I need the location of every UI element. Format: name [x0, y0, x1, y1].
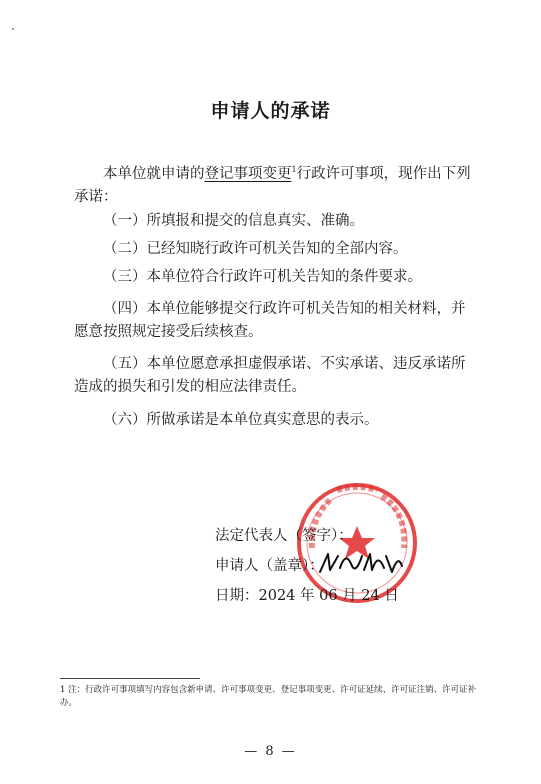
legal-rep-label: 法定代表人（签字）：	[215, 528, 353, 544]
scan-dot	[12, 28, 14, 30]
footnote-divider	[60, 678, 200, 679]
commitment-3: （三）本单位符合行政许可机关告知的条件要求。	[103, 269, 422, 285]
footnote-ref: 1	[291, 165, 297, 174]
commitment-1: （一）所填报和提交的信息真实、准确。	[103, 213, 364, 229]
date-line: 日期：2024 年 06 月 24 日	[215, 588, 399, 604]
footnote-text: 1 注：行政许可事项填写内容包含新申请、许可事项变更、登记事项变更、许可证延续、许可证注销、许可证补办。	[60, 685, 477, 708]
intro-prefix: 本单位就申请的	[103, 165, 205, 182]
commitment-4: （四）本单位能够提交行政许可机关告知的相关材料，并愿意按照规定接受后续核查。	[74, 301, 466, 340]
commitment-6: （六）所做承诺是本单位真实意思的表示。	[103, 412, 379, 428]
commitment-5: （五）本单位愿意承担虚假承诺、不实承诺、违反承诺所造成的损失和引发的相应法律责任。	[74, 356, 466, 395]
handwritten-signature	[318, 548, 404, 578]
commitment-2: （二）已经知晓行政许可机关告知的全部内容。	[103, 241, 408, 257]
intro-suffix: 行政许可事项，现作出下列承诺：	[74, 165, 471, 205]
intro-paragraph	[74, 158, 478, 209]
page-number: — 8 —	[244, 744, 297, 759]
filled-item: 登记事项变更	[204, 165, 292, 182]
applicant-label: 申请人（盖章）：	[215, 558, 324, 574]
page-title: 申请人的承诺	[210, 100, 331, 122]
